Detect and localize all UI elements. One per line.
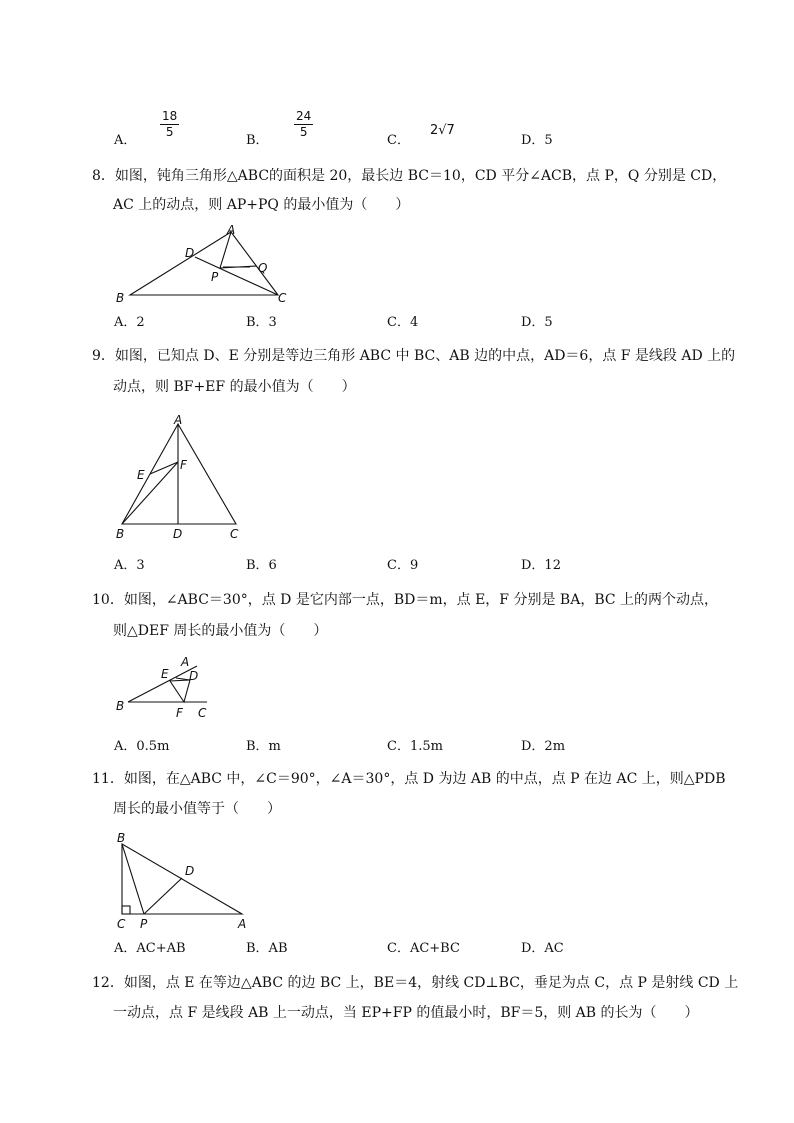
- q7-option-d: D．5: [521, 133, 553, 148]
- q8-option-a: A．2: [114, 315, 145, 330]
- q9-label-e: E: [137, 468, 145, 482]
- q9-figure: [110, 412, 255, 542]
- q9-label-d: D: [173, 527, 183, 541]
- q10-label-f: F: [176, 706, 183, 720]
- q9-option-c: C．9: [387, 558, 419, 573]
- q8-option-c: C．4: [387, 315, 419, 330]
- q11-label-d: D: [185, 864, 195, 878]
- q8-label-q: Q: [258, 261, 268, 275]
- q11-figure: [110, 828, 260, 932]
- q10-segment-d-point: [176, 678, 190, 680]
- q8-option-b: B．3: [246, 315, 277, 330]
- q7-option-b-fraction: $\frac{24}{5}$: [296, 109, 312, 139]
- q10-option-a: A．0.5m: [114, 739, 170, 754]
- q7-option-a: A．: [114, 133, 137, 148]
- q11-label-a: A: [238, 917, 247, 931]
- q8-label-p: P: [211, 270, 219, 284]
- q10-option-d: D．2m: [521, 739, 566, 754]
- q9-option-a: A．3: [114, 558, 145, 573]
- q11-option-d: D．AC: [521, 941, 564, 956]
- q10-question-line2: 则△DEF 周长的最小值为（ ）: [113, 623, 328, 639]
- q8-question-line1: 8．如图，钝角三角形△ABC的面积是 20，最长边 BC＝10，CD 平分∠ACB，点 P，Q 分别是 CD，: [92, 168, 727, 184]
- q9-segment-bf: [122, 462, 178, 524]
- q11-triangle-abc: [122, 844, 242, 914]
- q10-label-b: B: [116, 699, 125, 713]
- q11-option-c: C．AC+BC: [387, 941, 460, 956]
- q10-label-d: D: [189, 669, 199, 683]
- q11-label-c: C: [117, 917, 126, 931]
- q8-label-d: D: [185, 246, 195, 260]
- q11-right-angle-mark: [122, 906, 130, 914]
- q10-figure: [110, 652, 220, 722]
- q8-label-b: B: [116, 291, 125, 305]
- q8-option-d: D．5: [521, 315, 553, 330]
- q10-label-e: E: [161, 667, 169, 681]
- q7-option-b: B．: [246, 133, 269, 148]
- q7-option-a-fraction: $\frac{18}{5}$: [162, 109, 178, 139]
- q7-option-c: C．: [387, 133, 410, 148]
- q10-label-c: C: [198, 706, 207, 720]
- q9-segment-ef: [150, 462, 178, 474]
- q11-label-p: P: [140, 917, 148, 931]
- q9-label-b: B: [116, 527, 125, 541]
- q9-label-a: A: [174, 413, 183, 427]
- q8-triangle-abc: [130, 232, 278, 295]
- q11-label-b: B: [117, 831, 126, 845]
- q9-label-c: C: [230, 527, 239, 541]
- q8-label-a: A: [227, 223, 236, 237]
- q12-question-line1: 12．如图，点 E 在等边△ABC 的边 BC 上，BE＝4，射线 CD⊥BC，垂足为点 C，点 P 是射线 CD 上: [92, 975, 739, 991]
- q10-option-b: B．m: [246, 739, 281, 754]
- q9-option-d: D．12: [521, 558, 561, 573]
- q8-question-line2: AC 上的动点，则 AP+PQ 的最小值为（ ）: [113, 197, 410, 213]
- q11-segment-pd: [144, 878, 182, 914]
- q11-question-line1: 11．如图，在△ABC 中，∠C＝90°，∠A＝30°，点 D 为边 AB 的中点，点 P 在边 AC 上，则△PDB: [92, 771, 726, 787]
- q10-triangle-def: [170, 680, 190, 702]
- q10-question-line1: 10．如图，∠ABC＝30°，点 D 是它内部一点，BD＝m，点 E，F 分别是 BA，BC 上的两个动点，: [92, 592, 719, 608]
- q9-label-f: F: [180, 458, 187, 472]
- q11-option-a: A．AC+AB: [114, 941, 186, 956]
- q9-question-line2: 动点，则 BF+EF 的最小值为（ ）: [113, 379, 356, 395]
- q8-figure: [110, 220, 300, 310]
- q9-option-b: B．6: [246, 558, 277, 573]
- q11-option-b: B．AB: [246, 941, 288, 956]
- q12-question-line2: 一动点，点 F 是线段 AB 上一动点，当 EP+FP 的值最小时，BF＝5，则 AB 的长为（ ）: [113, 1005, 699, 1021]
- q11-question-line2: 周长的最小值等于（ ）: [113, 801, 281, 817]
- q10-option-c: C．1.5m: [387, 739, 443, 754]
- q7-option-c-value: 2√7: [430, 123, 455, 138]
- q8-label-c: C: [278, 291, 287, 305]
- q10-label-a: A: [181, 655, 190, 669]
- q9-question-line1: 9．如图，已知点 D、E 分别是等边三角形 ABC 中 BC、AB 边的中点，AD＝6，点 F 是线段 AD 上的: [92, 348, 736, 364]
